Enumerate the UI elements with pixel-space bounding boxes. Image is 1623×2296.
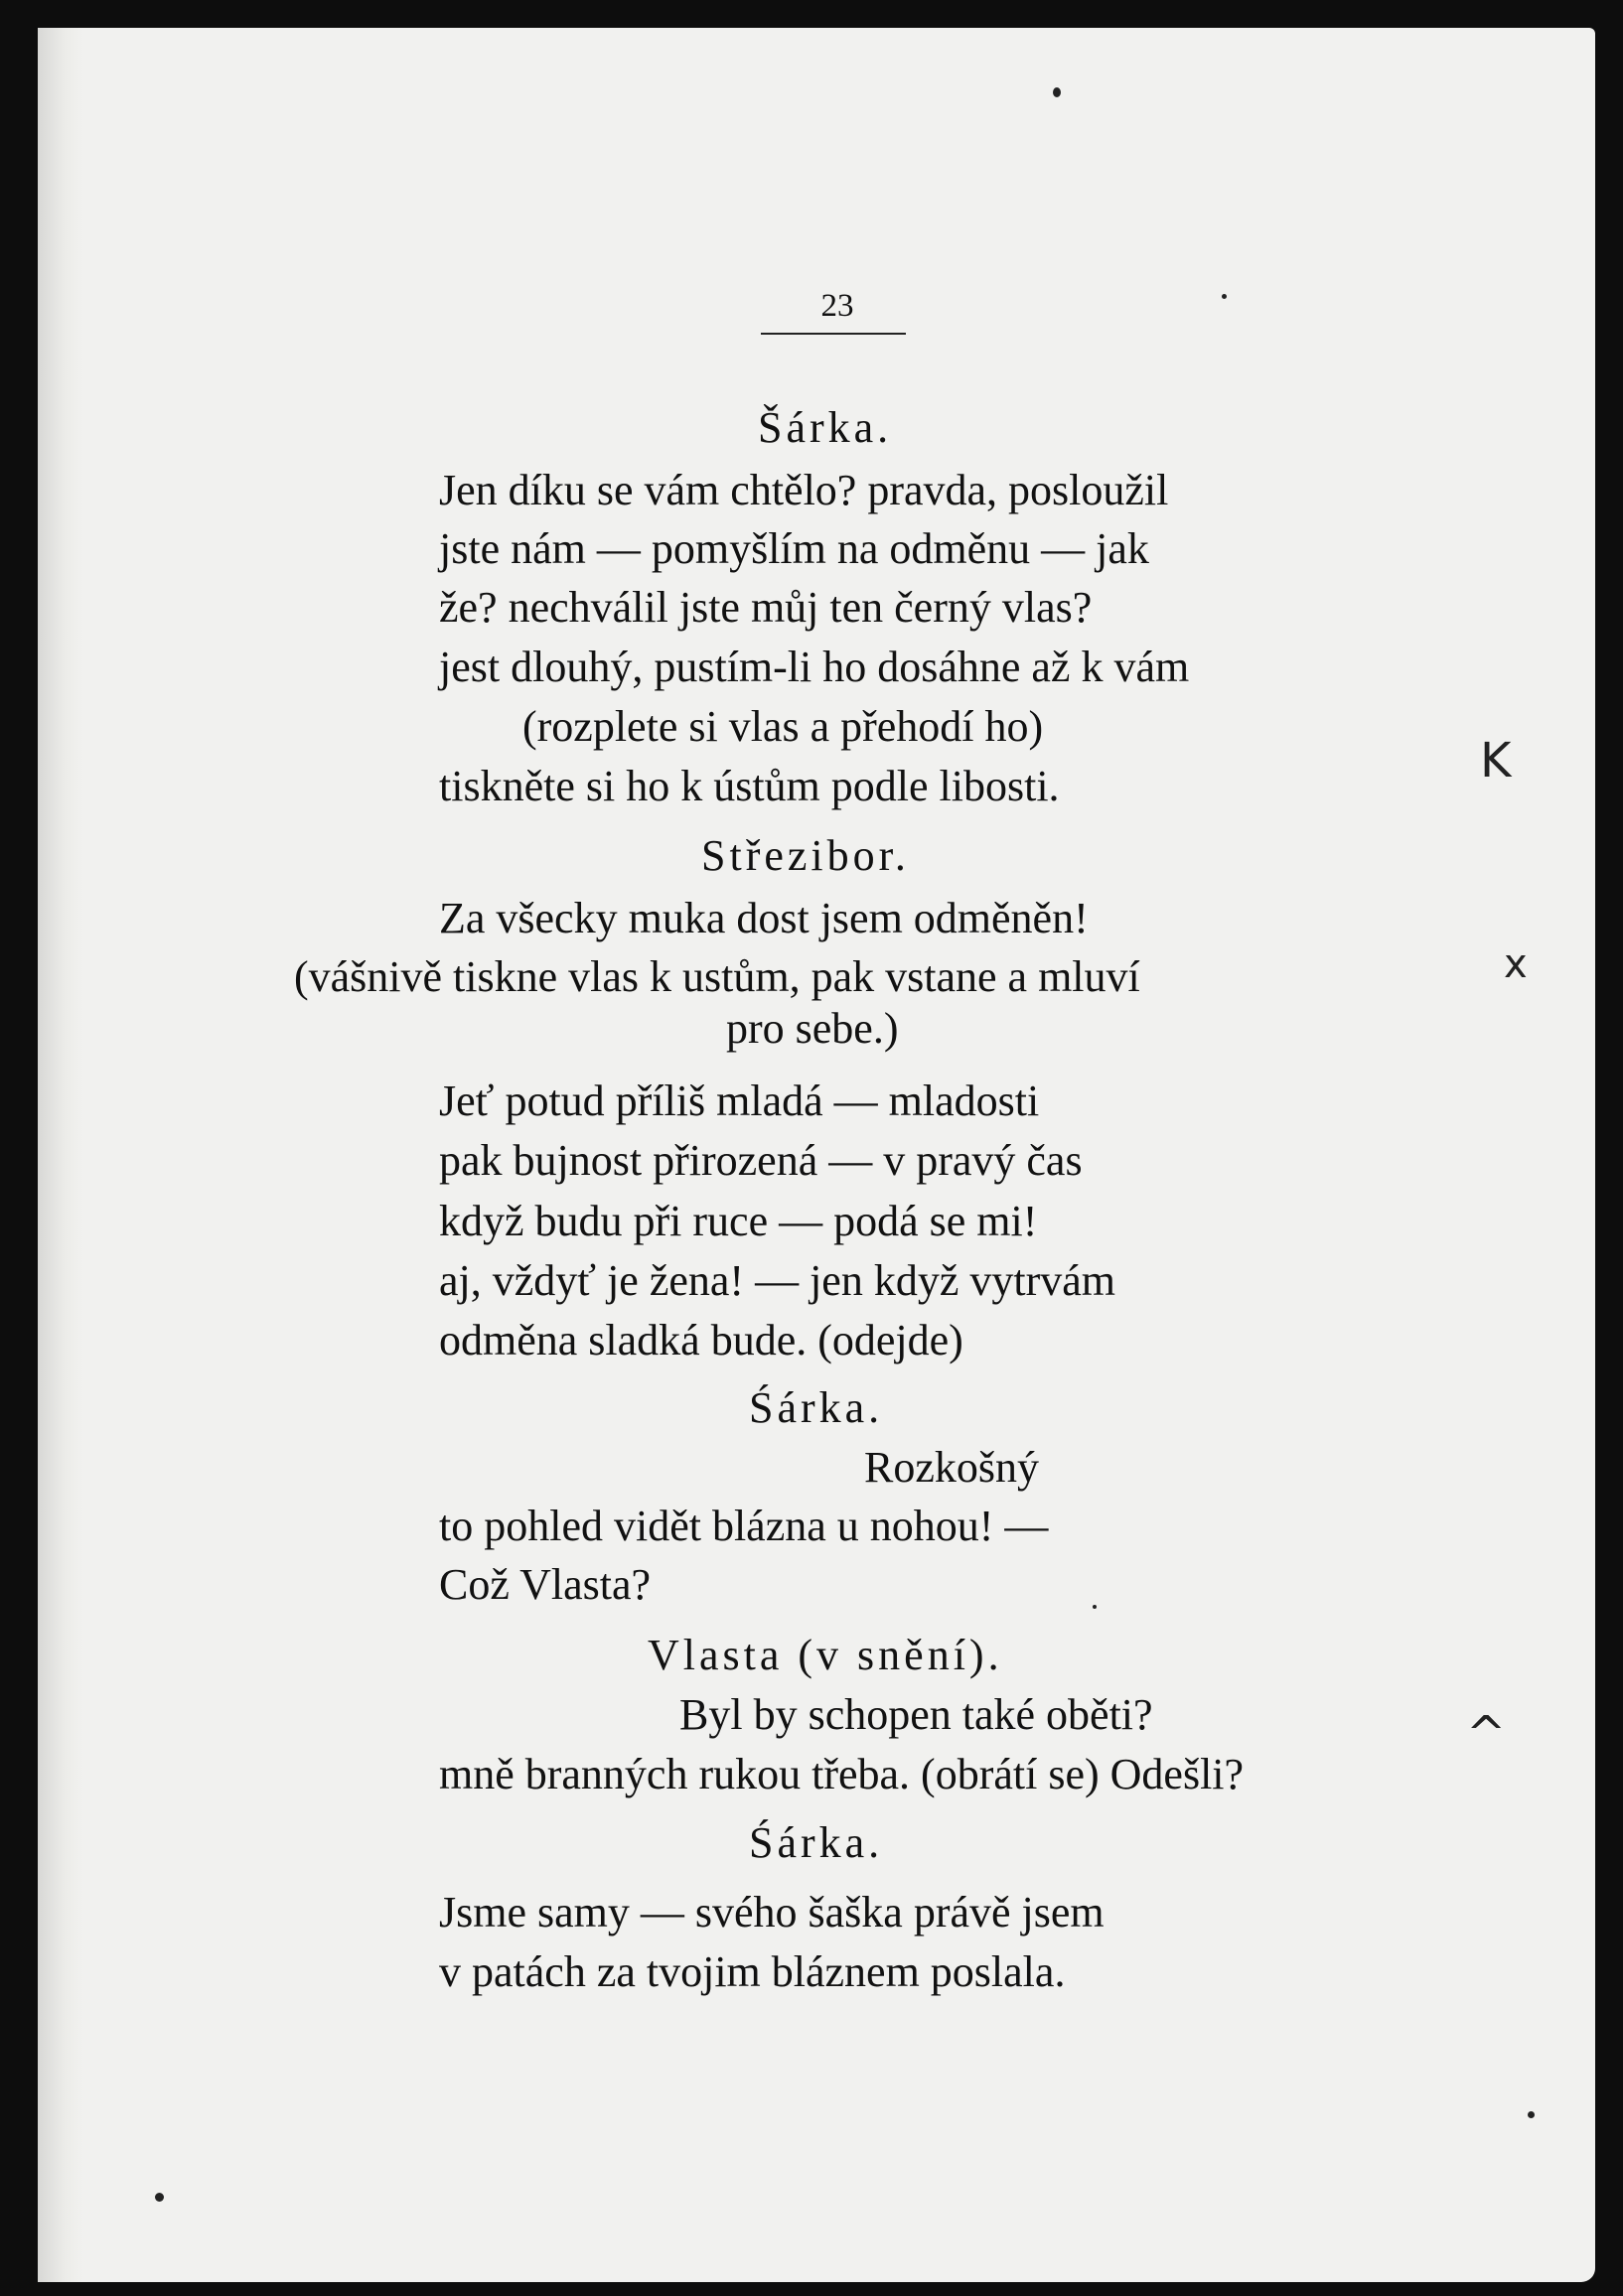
verse-line: v patách za tvojim bláznem poslala.	[439, 1947, 1066, 1996]
speaker-sarka: Šárka.	[758, 403, 893, 452]
ink-speck	[1528, 2111, 1535, 2118]
verse-line: Což Vlasta?	[439, 1560, 652, 1609]
book-page	[38, 28, 1595, 2282]
verse-line: odměna sladká bude. (odejde)	[439, 1316, 963, 1364]
verse-line: mně branných rukou třeba. (obrátí se) Odešli?	[439, 1750, 1245, 1798]
ink-speck	[1093, 1605, 1097, 1609]
verse-line: jste nám — pomyšlím na odměnu — jak	[439, 524, 1149, 573]
speaker-sarka: Śárka.	[749, 1383, 884, 1432]
verse-line: Rozkošný	[864, 1443, 1039, 1492]
margin-mark-x: x	[1504, 941, 1528, 987]
speaker-vlasta: Vlasta (v snění).	[648, 1631, 1003, 1679]
page-number: 23	[820, 288, 854, 324]
ink-speck	[1053, 87, 1061, 97]
margin-mark-caret: ^	[1466, 1706, 1507, 1762]
verse-line: Jen díku se vám chtělo? pravda, posloužil	[439, 466, 1169, 514]
verse-line: Za všecky muka dost jsem odměněn!	[439, 894, 1089, 942]
verse-line: když budu při ruce — podá se mi!	[439, 1197, 1038, 1245]
verse-line: že? nechválil jste můj ten černý vlas?	[439, 583, 1093, 632]
ink-speck	[155, 2193, 164, 2202]
verse-line: jest dlouhý, pustím-li ho dosáhne až k vám	[439, 643, 1190, 691]
verse-line: to pohled vidět blázna u nohou! —	[439, 1502, 1049, 1550]
margin-mark-k: K	[1480, 733, 1512, 789]
speaker-strezibor: Střezibor.	[701, 831, 910, 880]
speaker-sarka: Śárka.	[749, 1818, 884, 1867]
stage-direction: (rozplete si vlas a přehodí ho)	[522, 702, 1044, 751]
verse-line: aj, vždyť je žena! — jen když vytrvám	[439, 1256, 1115, 1305]
stage-direction: pro sebe.)	[726, 1004, 899, 1053]
page-number-rule	[761, 333, 906, 335]
ink-speck	[1222, 294, 1227, 299]
verse-line: Jsme samy — svého šaška právě jsem	[439, 1888, 1105, 1937]
verse-line: Jeť potud příliš mladá — mladosti	[439, 1076, 1040, 1125]
stage-direction: (vášnivě tiskne vlas k ustům, pak vstane a mluví	[294, 952, 1140, 1001]
verse-line: Byl by schopen také oběti?	[679, 1690, 1153, 1739]
verse-line: tiskněte si ho k ústům podle libosti.	[439, 762, 1060, 810]
page-spine-shadow	[38, 28, 83, 2282]
verse-line: pak bujnost přirozená — v pravý čas	[439, 1136, 1083, 1185]
